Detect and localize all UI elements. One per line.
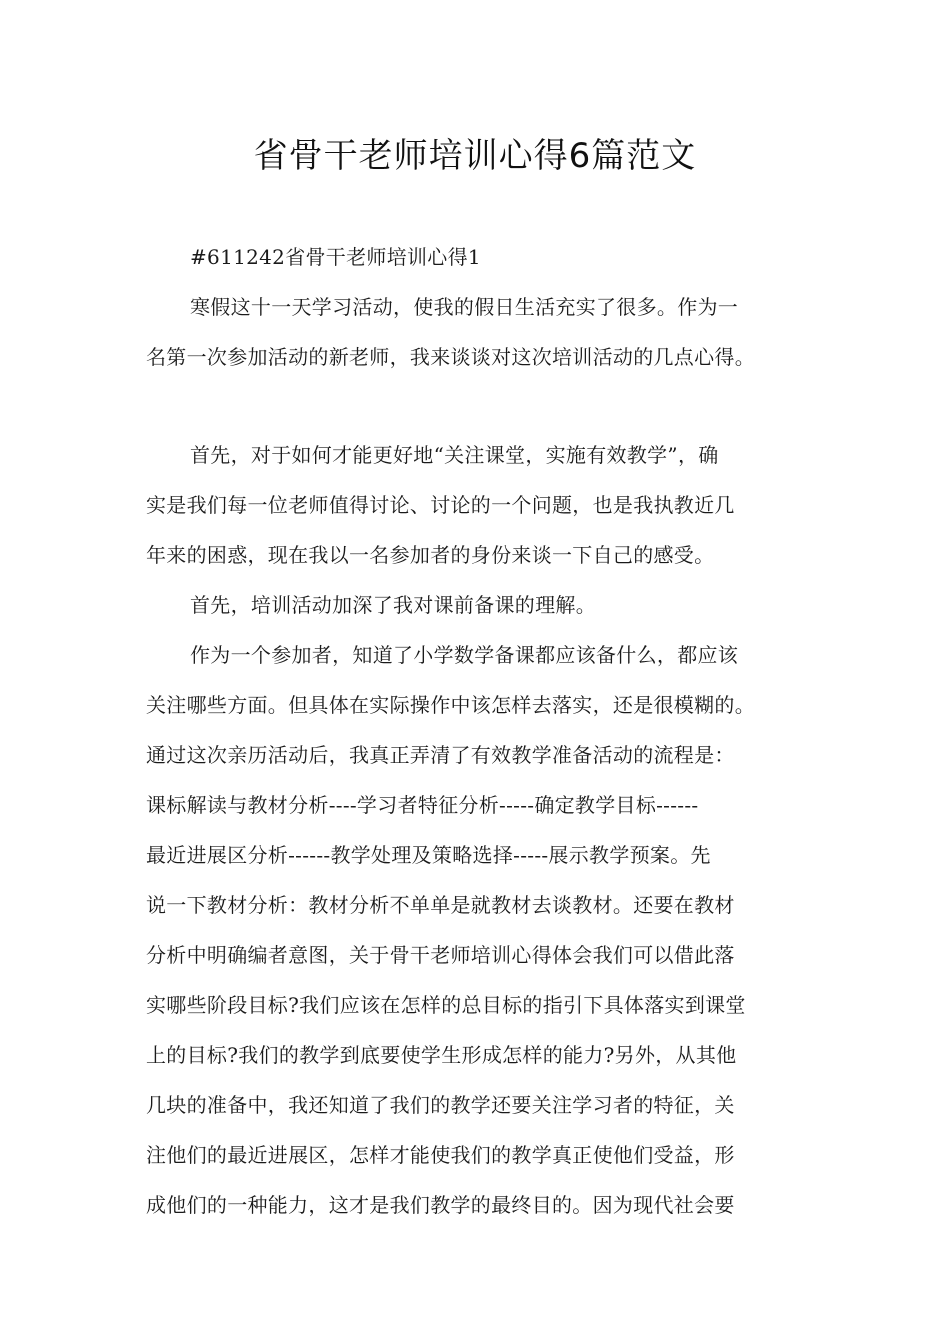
paragraph-line: 分析中明确编者意图，关于骨干老师培训心得体会我们可以借此落	[146, 943, 735, 967]
paragraph-line: 几块的准备中，我还知道了我们的教学还要关注学习者的特征，关	[146, 1093, 735, 1117]
paragraph-gap	[146, 382, 810, 430]
paragraph-line: 通过这次亲历活动后，我真正弄清了有效教学准备活动的流程是：	[146, 743, 735, 767]
paragraph-line: 首先，对于如何才能更好地“关注课堂，实施有效教学”，确	[190, 443, 719, 467]
document-body	[146, 232, 810, 1230]
paragraph-line: 说一下教材分析：教材分析不单单是就教材去谈教材。还要在教材	[146, 893, 735, 917]
paragraph-line: 首先，培训活动加深了我对课前备课的理解。	[190, 593, 596, 617]
section-heading: #611242省骨干老师培训心得1	[190, 245, 481, 269]
paragraph-line: 注他们的最近进展区，怎样才能使我们的教学真正使他们受益，形	[146, 1143, 735, 1167]
paragraph-line: 上的目标?我们的教学到底要使学生形成怎样的能力?另外，从其他	[146, 1043, 737, 1067]
paragraph-line: 寒假这十一天学习活动，使我的假日生活充实了很多。作为一	[190, 295, 739, 319]
paragraph-line: 课标解读与教材分析----学习者特征分析-----确定教学目标------	[146, 793, 699, 817]
paragraph-line: 成他们的一种能力，这才是我们教学的最终目的。因为现代社会要	[146, 1193, 735, 1217]
document-title: 省骨干老师培训心得6篇范文	[253, 136, 697, 176]
paragraph-line: 关注哪些方面。但具体在实际操作中该怎样去落实，还是很模糊的。	[146, 693, 755, 717]
paragraph-line: 名第一次参加活动的新老师，我来谈谈对这次培训活动的几点心得。	[146, 345, 755, 369]
paragraph-line: 作为一个参加者，知道了小学数学备课都应该备什么，都应该	[190, 643, 739, 667]
paragraph-line: 年来的困惑，现在我以一名参加者的身份来谈一下自己的感受。	[146, 543, 715, 567]
paragraph-line: 最近进展区分析------教学处理及策略选择-----展示教学预案。先	[146, 843, 711, 867]
paragraph-line: 实哪些阶段目标?我们应该在怎样的总目标的指引下具体落实到课堂	[146, 993, 746, 1017]
paragraph-line: 实是我们每一位老师值得讨论、讨论的一个问题，也是我执教近几	[146, 493, 735, 517]
